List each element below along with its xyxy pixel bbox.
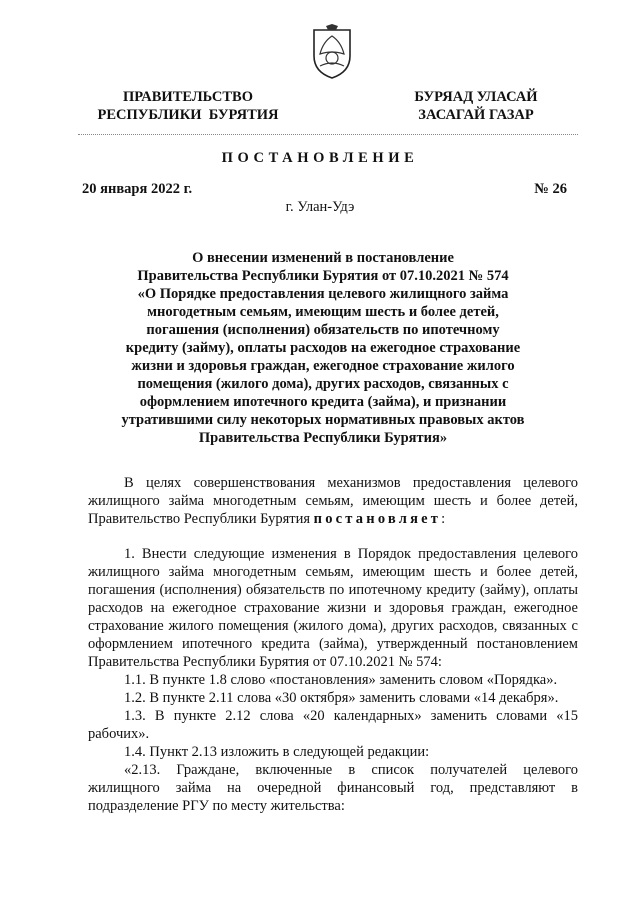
government-name-russian [88,88,288,124]
coat-of-arms-icon [310,24,354,80]
title-line: Правительства Республики Бурятия от 07.10.2021 № 574 [137,268,509,284]
preamble-paragraph [88,474,578,528]
title-line: оформлением ипотечного кредита (займа), и признании [139,394,507,410]
document-type: ПОСТАНОВЛЕНИЕ [221,150,419,166]
title-line: жизни и здоровья граждан, ежегодное страхование жилого [131,358,515,374]
title-line: Правительства Республики Бурятия» [198,430,448,446]
title-line: помещения (жилого дома), других расходов, связанных с [137,376,509,392]
government-name-buryat [376,88,576,124]
header-right-line: БУРЯАД УЛАСАЙ [414,89,538,105]
preamble-end: : [441,511,446,527]
preamble-emphasis: постановляет [313,511,442,527]
document-city: г. Улан-Удэ [285,199,355,215]
paragraph-2-13: «2.13. Граждане, включенные в список получателей целевого жилищного займа на очередной финансовый год, представляют в подразделение РГУ по месту жительства: [88,762,578,814]
title-line: кредиту (займу), оплаты расходов на ежегодное страхование [125,340,521,356]
header-right-line: ЗАСАГАЙ ГАЗАР [418,107,534,123]
header-left-line: ПРАВИТЕЛЬСТВО [123,89,253,105]
document-body [88,474,578,815]
document-title [118,249,528,447]
paragraph-1-4: 1.4. Пункт 2.13 изложить в следующей редакции: [124,744,430,760]
paragraph-1-2: 1.2. В пункте 2.11 слова «30 октября» заменить словами «14 декабря». [124,690,559,706]
header-separator [78,134,578,135]
document-date: 20 января 2022 г. [82,181,193,197]
paragraph-1-3: 1.3. В пункте 2.12 слова «20 календарных» заменить словами «15 рабочих». [88,708,578,742]
paragraph-1-1: 1.1. В пункте 1.8 слово «постановления» заменить словом «Порядка». [124,672,558,688]
document-number: № 26 [534,181,567,197]
title-line: утратившими силу некоторых нормативных правовых актов [121,412,525,428]
title-line: погашения (исполнения) обязательств по ипотечному [146,322,500,338]
paragraph-1: 1. Внести следующие изменения в Порядок предоставления целевого жилищного займа многодетным семьям, имеющим шесть и более детей, погашения (исполнения) обязательств по ипотечному кредиту (займу), оплаты расходов на ежегодное страхование жизни и здоровья граждан, ежегодное страхование жилого помещения (жилого дома), других расходов, связанных с оформлением ипотечного кредита (займа), утвержденный постановлением Правительства Республики Бурятия от 07.10.2021 № 574: [88,546,578,670]
title-line: О внесении изменений в постановление [192,250,454,266]
title-line: «О Порядке предоставления целевого жилищного займа [137,286,509,302]
title-line: многодетным семьям, имеющим шесть и более детей, [147,304,499,320]
preamble-text: В целях совершенствования механизмов предоставления целевого жилищного займа многодетным семьям, имеющим шесть и более детей, Правительство Республики Бурятия [88,475,578,527]
header-left-line: РЕСПУБЛИКИ БУРЯТИЯ [97,107,279,123]
